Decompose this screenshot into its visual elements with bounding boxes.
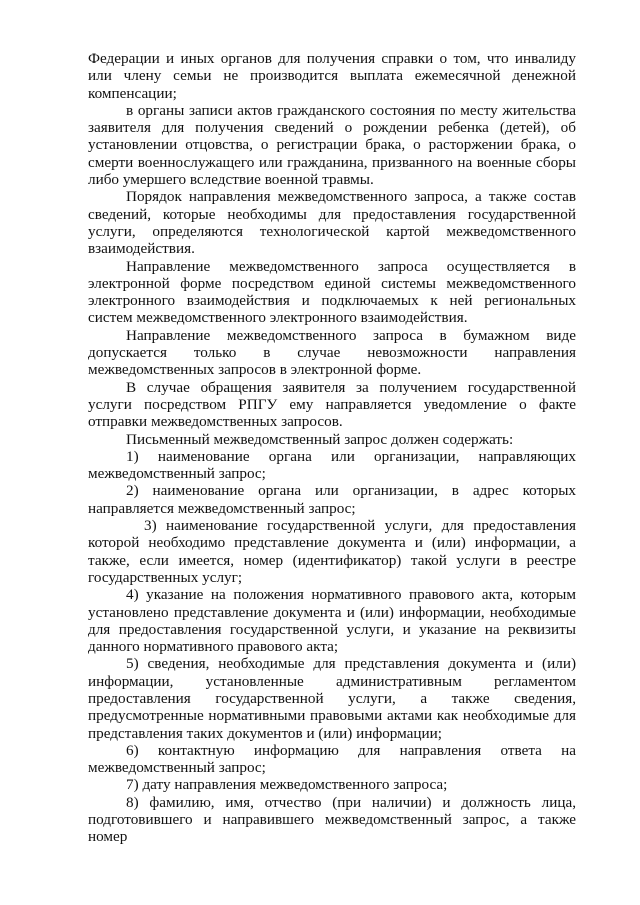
paragraph-4: Направление межведомственного запроса осуществляется в электронной форме посредством единой системы межведомственного электронного взаимодействия и подключаемых к ней региональных систем межведомственного электронного взаимодействия.: [88, 257, 576, 327]
list-item-5: 5) сведения, необходимые для представления документа и (или) информации, установленные административным регламентом предоставления государственной услуги, а также сведения, предусмотренные нормативными правовыми актами как необходимые для представления таких документов и (или) информации;: [88, 655, 576, 742]
list-item-1: 1) наименование органа или организации, направляющих межведомственный запрос;: [88, 447, 576, 483]
list-item-4: 4) указание на положения нормативного правового акта, которым установлено представление документа и (или) информации, необходимые для предоставления государственной услуги, и указание на реквизиты данного нормативного правового акта;: [88, 586, 576, 656]
paragraph-2: в органы записи актов гражданского состояния по месту жительства заявителя для получения сведений о рождении ребенка (детей), об установлении отцовства, о регистрации брака, о расторжении брака, о смерти военнослужащего или гражданина, призванного на военные сборы либо умершего вследствие военной травмы.: [88, 101, 576, 189]
paragraph-5: Направление межведомственного запроса в бумажном виде допускается только в случае невозможности направления межведомственных запросов в электронной форме.: [88, 326, 576, 379]
list-item-6: 6) контактную информацию для направления ответа на межведомственный запрос;: [88, 741, 576, 777]
paragraph-1: Федерации и иных органов для получения справки о том, что инвалиду или члену семьи не производится выплата ежемесячной денежной компенсации;: [88, 50, 576, 102]
list-item-3: 3) наименование государственной услуги, для предоставления которой необходимо представление документа и (или) информации, а также, если имеется, номер (идентификатор) такой услуги в реестре государственных услуг;: [88, 517, 576, 586]
list-item-8: 8) фамилию, имя, отчество (при наличии) и должность лица, подготовившего и направившего межведомственный запрос, а также номер: [88, 793, 576, 846]
paragraph-3: Порядок направления межведомственного запроса, а также состав сведений, которые необходимы для предоставления государственной услуги, определяются технологической картой межведомственного взаимодействия.: [88, 188, 576, 258]
list-item-2: 2) наименование органа или организации, в адрес которых направляется межведомственный запрос;: [88, 482, 576, 517]
list-item-7: 7) дату направления межведомственного запроса;: [126, 776, 448, 794]
paragraph-6: В случае обращения заявителя за получением государственной услуги посредством РПГУ ему направляется уведомление о факте отправки межведомственных запросов.: [88, 378, 576, 431]
paragraph-7: Письменный межведомственный запрос должен содержать:: [126, 430, 514, 448]
